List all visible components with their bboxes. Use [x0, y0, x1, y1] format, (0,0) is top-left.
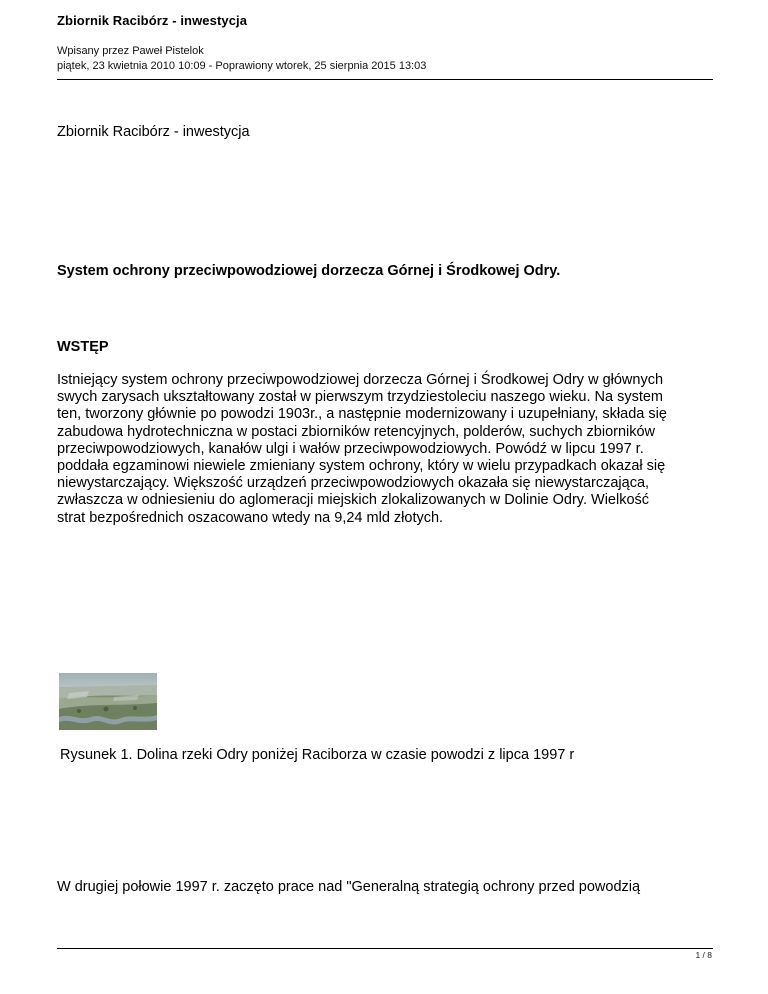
continuation-line: W drugiej połowie 1997 r. zaczęto prace nad "Generalną strategią ochrony przed powodzią: [57, 879, 641, 895]
flood-photo: [59, 673, 157, 730]
page-header-title: Zbiornik Racibórz - inwestycja: [57, 13, 248, 28]
figure-caption: Rysunek 1. Dolina rzeki Odry poniżej Raciborza w czasie powodzi z lipca 1997 r: [60, 747, 575, 763]
header-divider: [57, 79, 713, 80]
subheading-wstep: WSTĘP: [57, 339, 109, 355]
header-meta: [57, 44, 426, 74]
page-number: 1 / 8: [695, 950, 712, 960]
section-heading: System ochrony przeciwpowodziowej dorzecza Górnej i Środkowej Odry.: [57, 263, 561, 279]
author-line: Wpisany przez Paweł Pistelok: [57, 45, 204, 57]
date-line: piątek, 23 kwietnia 2010 10:09 - Poprawiony wtorek, 25 sierpnia 2015 13:03: [57, 60, 427, 72]
intro-paragraph: Istniejący system ochrony przeciwpowodziowej dorzecza Górnej i Środkowej Odry w głównych swych zarysach ukształtowany został w pierwszym trzydziestoleciu naszego wieku. Na system ten, tworzony głównie po powodzi 1903r., a następnie modernizowany i uzupełniany, składa się zabudowa hydrotechniczna w postaci zbiorników retencyjnych, polderów, suchych zbiorników przeciwpowodziowych, kanałów ulgi i wałów przeciwpowodziowych. Powódź w lipcu 1997 r. poddała egzaminowi niewiele zmieniany system ochrony, który w wielu przypadkach okazał się niewystarczający. Większość urządzeń przeciwpowodziowych okazała się niewystarczająca, zwłaszcza w odniesieniu do aglomeracji miejskich zlokalizowanych w Dolinie Odry. Wielkość strat bezpośrednich oszacowano wtedy na 9,24 mld złotych.: [57, 372, 667, 526]
footer-divider: [57, 948, 713, 949]
intro-title: Zbiornik Racibórz - inwestycja: [57, 124, 250, 140]
